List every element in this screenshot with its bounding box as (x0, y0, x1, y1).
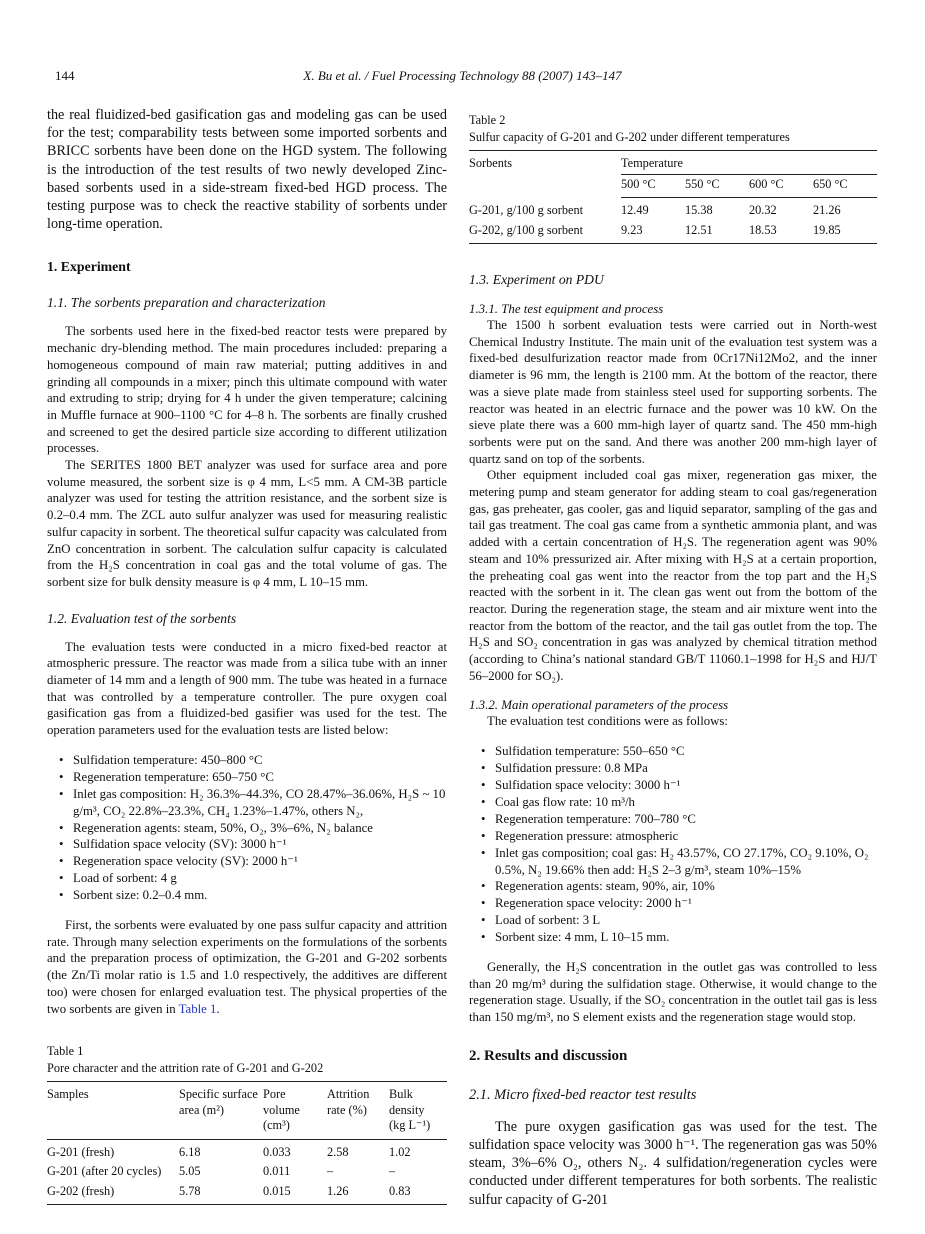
paragraph-generally: Generally, the H₂S concentration in the outlet gas was controlled to less than 20 mg/m³ during the sulfidation stage. Otherwise, it would change to the regeneration stage. Usually, if the SO₂ concentration in the outlet tail gas is less than 150 mg/m³, no S element exists and the regeneration stage would stop. (469, 960, 877, 1025)
table-cell: 18.53 (749, 222, 777, 237)
list-item: • Inlet gas composition: H₂ 36.3%–44.3%, CO 28.47%–36.06%, H₂S ~ 10 g/m³, CO₂ 22.8%–23.3%, CH₄ 1.23%–1.47%, others N₂, (73, 786, 447, 820)
table-row (469, 221, 877, 244)
table-cell: 1.26 (327, 1183, 349, 1198)
table-row (47, 1182, 447, 1205)
table-cell: – (389, 1164, 396, 1179)
list-item: • Regeneration space velocity (SV): 2000 h⁻¹ (73, 853, 447, 870)
table-header-cell: Specific surface area (m²) (179, 1082, 263, 1140)
table-header-cell: Attrition rate (%) (327, 1082, 389, 1140)
paragraph-1-3-1-a: The 1500 h sorbent evaluation tests were carried out in North-west Chemical Industry Institute. The main unit of the evaluation test system was a fixed-bed desulfurization reactor made from 0Cr17Ni12Mo2, and the inner diameter is 96 mm, the length is 2100 mm. At the bottom of the reactor, there was a sieve plate made from stainless steel used for supporting sorbents. The reactor was heated in an electric furnace and the power was 10 kW. On the sieve plate there was a 600 mm-high layer of quartz sand. The 450 mm-high sorbents were put on the sand. And there was another 200 mm-high layer of quartz sand on top of the sorbents. (469, 318, 877, 466)
subsection-heading-2-1: 2.1. Micro fixed-bed reactor test results (469, 1086, 697, 1103)
table-cell: 15.38 (685, 203, 713, 217)
paragraph-2-1: The pure oxygen gasification gas was used for the test. The sulfidation space velocity was 3000 h⁻¹. The regeneration gas was 50% steam, 3%–6% O₂, others N₂. 4 sulfidation/regeneration cycles were conducted under different temperatures for both sorbents. The realistic sulfur capacity of G-201 (469, 1118, 877, 1208)
running-head: X. Bu et al. / Fuel Processing Technology 88 (2007) 143–147 (303, 68, 622, 83)
list-item: • Sulfidation space velocity: 3000 h⁻¹ (495, 777, 877, 794)
list-item: • Regeneration pressure: atmospheric (495, 828, 877, 845)
list-item: • Coal gas flow rate: 10 m³/h (495, 794, 877, 811)
list-item: • Sulfidation temperature: 550–650 °C (495, 743, 877, 760)
paragraph-conditions-intro: The evaluation test conditions were as follows: (487, 714, 728, 729)
subsection-heading-1-3-2: 1.3.2. Main operational parameters of the process (469, 698, 729, 713)
list-item: • Regeneration temperature: 650–750 °C (73, 769, 447, 786)
paragraph-1-1-b: The SERITES 1800 BET analyzer was used for surface area and pore volume measured, the sorbent size is φ 4 mm, L<5 mm. A CM-3B particle analyzer was used for testing the attrition resistance, and the sorbent size is 0.2–0.4 mm. The ZCL auto sulfur analyzer was used for measuring realistic sulfur capacity in sorbent. The theoretical sulfur capacity was calculated from ZnO concentration in sorbent. The calculation sulfur capacity is calculated from the H₂S concentration in coal gas and the total volume of gas. The sorbent size for bulk density measure is φ 4 mm, L 10–15 mm. (47, 458, 447, 589)
left-column (47, 106, 447, 1205)
table-group-header-cell: Temperature (621, 151, 877, 175)
table-cell: 12.49 (621, 203, 649, 217)
table-cell: 19.85 (813, 222, 841, 237)
table-cell: G-201, g/100 g sorbent (469, 202, 584, 217)
table-cell: 20.32 (749, 203, 777, 217)
paragraph-text: First, the sorbents were evaluated by one pass sulfur capacity and attrition rate. Through many selection experiments on the formulations of the sorbents and the preparation process of optimization, the G-201 and G-202 sorbents (the Zn/Ti molar ratio is 1.5 and 1.0 respectively, the additives are different too) were chosen for enlarged evaluation test. The physical properties of the two sorbents are given in (47, 918, 447, 1016)
list-item: • Sorbent size: 0.2–0.4 mm. (73, 887, 447, 904)
list-item: • Regeneration agents: steam, 50%, O₂, 3%–6%, N₂ balance (73, 820, 447, 837)
table-header-cell: Bulk density (kg L⁻¹) (389, 1082, 447, 1140)
list-item: • Regeneration space velocity: 2000 h⁻¹ (495, 895, 877, 912)
subsection-heading-1-3-1: 1.3.1. The test equipment and process (469, 302, 664, 316)
table-group-header-row (469, 151, 877, 175)
intro-paragraph: the real fluidized-bed gasification gas and modeling gas can be used for the test; comparability tests between some imported sorbents and BRICC sorbents have been done on the HGD system. The following is the introduction of the test results of two newly developed Zinc-based sorbents used in a side-stream fixed-bed HGD process. The testing purpose was to check the reactive stability of sorbents under long-time operation. (47, 107, 447, 233)
list-item: • Load of sorbent: 4 g (73, 870, 447, 887)
table-cell: 0.015 (263, 1183, 291, 1198)
table-cell: 9.23 (621, 222, 643, 237)
list-item: • Regeneration temperature: 700–780 °C (495, 811, 877, 828)
table-header-cell: 550 °C (685, 174, 749, 198)
table1-block (47, 1043, 447, 1205)
table-cell: 21.26 (813, 203, 841, 217)
table-header-cell: Samples (47, 1082, 179, 1140)
table2-title: Sulfur capacity of G-201 and G-202 under different temperatures (469, 129, 790, 144)
table-cell: 1.02 (389, 1144, 411, 1159)
list-item: • Sulfidation space velocity (SV): 3000 h⁻¹ (73, 836, 447, 853)
page-number: 144 (55, 68, 75, 83)
table2-block (469, 112, 877, 244)
section-heading-results: 2. Results and discussion (469, 1047, 628, 1064)
list-item: • Sorbent size: 4 mm, L 10–15 mm. (495, 929, 877, 946)
table-row (47, 1139, 447, 1162)
table2-label: Table 2 (469, 113, 506, 127)
table-cell: 0.011 (263, 1164, 291, 1179)
table-header-cell: Pore volume (cm³) (263, 1082, 327, 1140)
list-item: • Load of sorbent: 3 L (495, 912, 877, 929)
table-header-cell: 600 °C (749, 174, 813, 198)
subsection-heading-1-3: 1.3. Experiment on PDU (469, 272, 604, 287)
table2 (469, 150, 877, 244)
paragraph-first-sorbents (47, 917, 447, 1017)
table1-label: Table 1 (47, 1044, 84, 1059)
table1-caption (47, 1043, 447, 1076)
table-header-row (47, 1082, 447, 1140)
table-cell: G-201 (fresh) (47, 1144, 115, 1159)
subsection-heading-1-2: 1.2. Evaluation test of the sorbents (47, 610, 237, 626)
table-cell: G-201 (after 20 cycles) (47, 1164, 162, 1179)
table-cell: 0.033 (263, 1144, 291, 1159)
paragraph-1-2: The evaluation tests were conducted in a micro fixed-bed reactor at atmospheric pressure. The reactor was made from a silica tube with an inner diameter of 14 mm and a length of 900 mm. The tube was heated in a furnace that was controlled by a temperature controller. The pure oxygen coal gasification gas from a fluidized-bed gasifier was used for the test. The operation parameters used for the evaluation tests are listed below: (47, 639, 447, 738)
table-cell: 6.18 (179, 1144, 201, 1159)
right-column (469, 106, 877, 1209)
table-cell: G-202 (fresh) (47, 1183, 115, 1198)
table-header-cell: 650 °C (813, 174, 877, 198)
table-row (469, 198, 877, 221)
paragraph-1-3-1-b: Other equipment included coal gas mixer, regeneration gas mixer, the metering pump and steam generator for adding steam to coal gas/regeneration gas, gas preheater, gas cooler, gas and liquid separator, sampling of the gas and tail gas treatment. The coal gas came from a synthetic ammonia plant, and was added with a certain concentration of H₂S. The regeneration agent was 90% steam and 10% pressurized air. After mixing with H₂S at a certain proportion, the preheating coal gas went into the reactor from the top part and the H₂S reacted with the sorbent in it. The clean gas went out from the bottom of the reactor. During the regeneration stage, the steam and air mixture went into the reactor from the bottom of the reactor, and the tail gas outlet from the top. The H₂S and SO₂ concentration in gas was analyzed by chemical titration method (according to China’s national standard GB/T 11060.1–1998 for H₂S and HJ/T 56–2000 for SO₂). (469, 468, 877, 683)
list-item: • Sulfidation temperature: 450–800 °C (73, 752, 447, 769)
table-cell: G-202, g/100 g sorbent (469, 222, 584, 237)
list-item: • Sulfidation pressure: 0.8 MPa (495, 760, 877, 777)
table1 (47, 1081, 447, 1205)
section-heading-experiment: 1. Experiment (47, 259, 131, 275)
table-header-cell: Sorbents (469, 156, 513, 170)
table-cell: 5.78 (179, 1183, 201, 1198)
table1-title: Pore character and the attrition rate of G-201 and G-202 (47, 1060, 324, 1075)
table-cell: 0.83 (389, 1183, 411, 1198)
table-header-cell: 500 °C (621, 174, 685, 198)
table2-caption (469, 112, 877, 145)
paragraph-text: . (216, 1001, 220, 1016)
subsection-heading-1-1: 1.1. The sorbents preparation and characterization (47, 295, 326, 311)
pdu-parameters-list (469, 743, 877, 946)
table-cell: 12.51 (685, 222, 713, 237)
table-cell: – (327, 1164, 334, 1179)
list-item: • Regeneration agents: steam, 90%, air, 10% (495, 878, 877, 895)
table-cell: 5.05 (179, 1164, 201, 1179)
table1-link[interactable]: Table 1 (178, 1001, 217, 1016)
table-cell: 2.58 (327, 1144, 349, 1159)
list-item: • Inlet gas composition; coal gas: H₂ 43.57%, CO 27.17%, CO₂ 9.10%, O₂ 0.5%, N₂ 19.66% then add: H₂S 2–3 g/m³, steam 10%–15% (495, 845, 877, 879)
paragraph-1-1-a: The sorbents used here in the fixed-bed reactor tests were prepared by mechanic dry-blending method. The main procedures included: preparing a homogeneous compound of main raw material; putting additives in and grinding all compounds in a mixer; pinch this ultimate compound with water and extruding to strip; drying for 4 h under the given temperature; calcining in Muffle furnace at 900–1100 °C for 4–8 h. The sorbents are finally crushed and screened to get the desired particle size according to different utilization processes. (47, 324, 447, 456)
evaluation-parameters-list (47, 752, 447, 904)
table-row (47, 1162, 447, 1182)
